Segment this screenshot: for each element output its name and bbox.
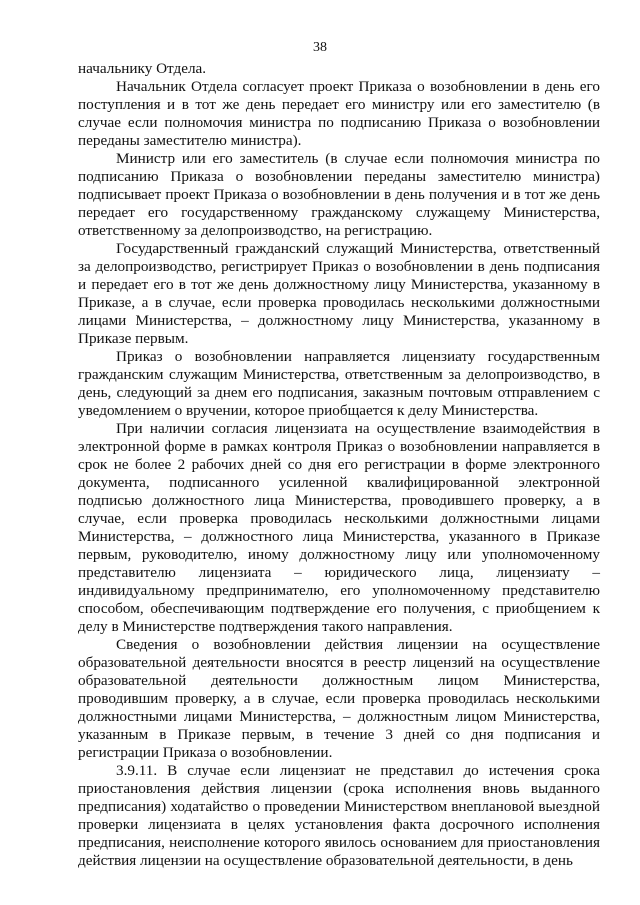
- paragraph-6: При наличии согласия лицензиата на осуществление взаимодействия в электронной форме в рамках контроля Приказ о возобновлении направляется в срок не более 2 рабочих дней со дня его регистрации в форме электронного документа, подписанного усиленной квалифицированной электронной подписью должностного лица Министерства, проводившего проверку, а в случае, если проверка проводилась несколькими должностными лицами Министерства, – должностного лица Министерства, указанного в Приказе первым, руководителю, иному должностному лицу или уполномоченному представителю лицензиата – юридического лица, лицензиату – индивидуальному предпринимателю, его уполномоченному представителю способом, обеспечивающим подтверждение его получения, с приобщением к делу в Министерстве подтверждения такого направления.: [78, 420, 600, 635]
- paragraph-7: Сведения о возобновлении действия лицензии на осуществление образовательной деятельности вносятся в реестр лицензий на осуществление образовательной деятельности должностным лицом Министерства, проводившим проверку, а в случае, если проверка проводилась несколькими должностными лицами Министерства, – должностным лицом Министерства, указанным в Приказе первым, в течение 3 дней со дня подписания и регистрации Приказа о возобновлении.: [78, 636, 600, 761]
- page-number: 38: [313, 40, 327, 55]
- paragraph-8: 3.9.11. В случае если лицензиат не представил до истечения срока приостановления действия лицензии (срока исполнения вновь выданного предписания) ходатайство о проведении Министерством внеплановой выездной проверки лицензиата в целях установления факта досрочного исполнения предписания, неисполнение которого явилось основанием для приостановления действия лицензии на осуществление образовательной деятельности, в день: [78, 762, 600, 869]
- document-body: [78, 60, 600, 870]
- paragraph-1: начальнику Отдела.: [78, 60, 207, 77]
- paragraph-3: Министр или его заместитель (в случае если полномочия министра по подписанию Приказа о возобновлении переданы заместителю министра) подписывает проект Приказа о возобновлении в день получения и в тот же день передает его государственному гражданскому служащему Министерства, ответственному за делопроизводство, на регистрацию.: [78, 150, 600, 239]
- paragraph-4: Государственный гражданский служащий Министерства, ответственный за делопроизводство, регистрирует Приказ о возобновлении в день подписания и передает его в тот же день должностному лицу Министерства, указанному в Приказе, а в случае, если проверка проводилась несколькими должностными лицами Министерства, – должностному лицу Министерства, указанному в Приказе первым.: [78, 240, 600, 347]
- paragraph-2: Начальник Отдела согласует проект Приказа о возобновлении в день его поступления и в тот же день передает его министру или его заместителю (в случае если полномочия министра по подписанию Приказа о возобновлении переданы заместителю министра).: [78, 78, 600, 149]
- paragraph-5: Приказ о возобновлении направляется лицензиату государственным гражданским служащим Министерства, ответственным за делопроизводство, в день, следующий за днем его подписания, заказным почтовым отправлением с уведомлением о вручении, которое приобщается к делу Министерства.: [78, 348, 600, 419]
